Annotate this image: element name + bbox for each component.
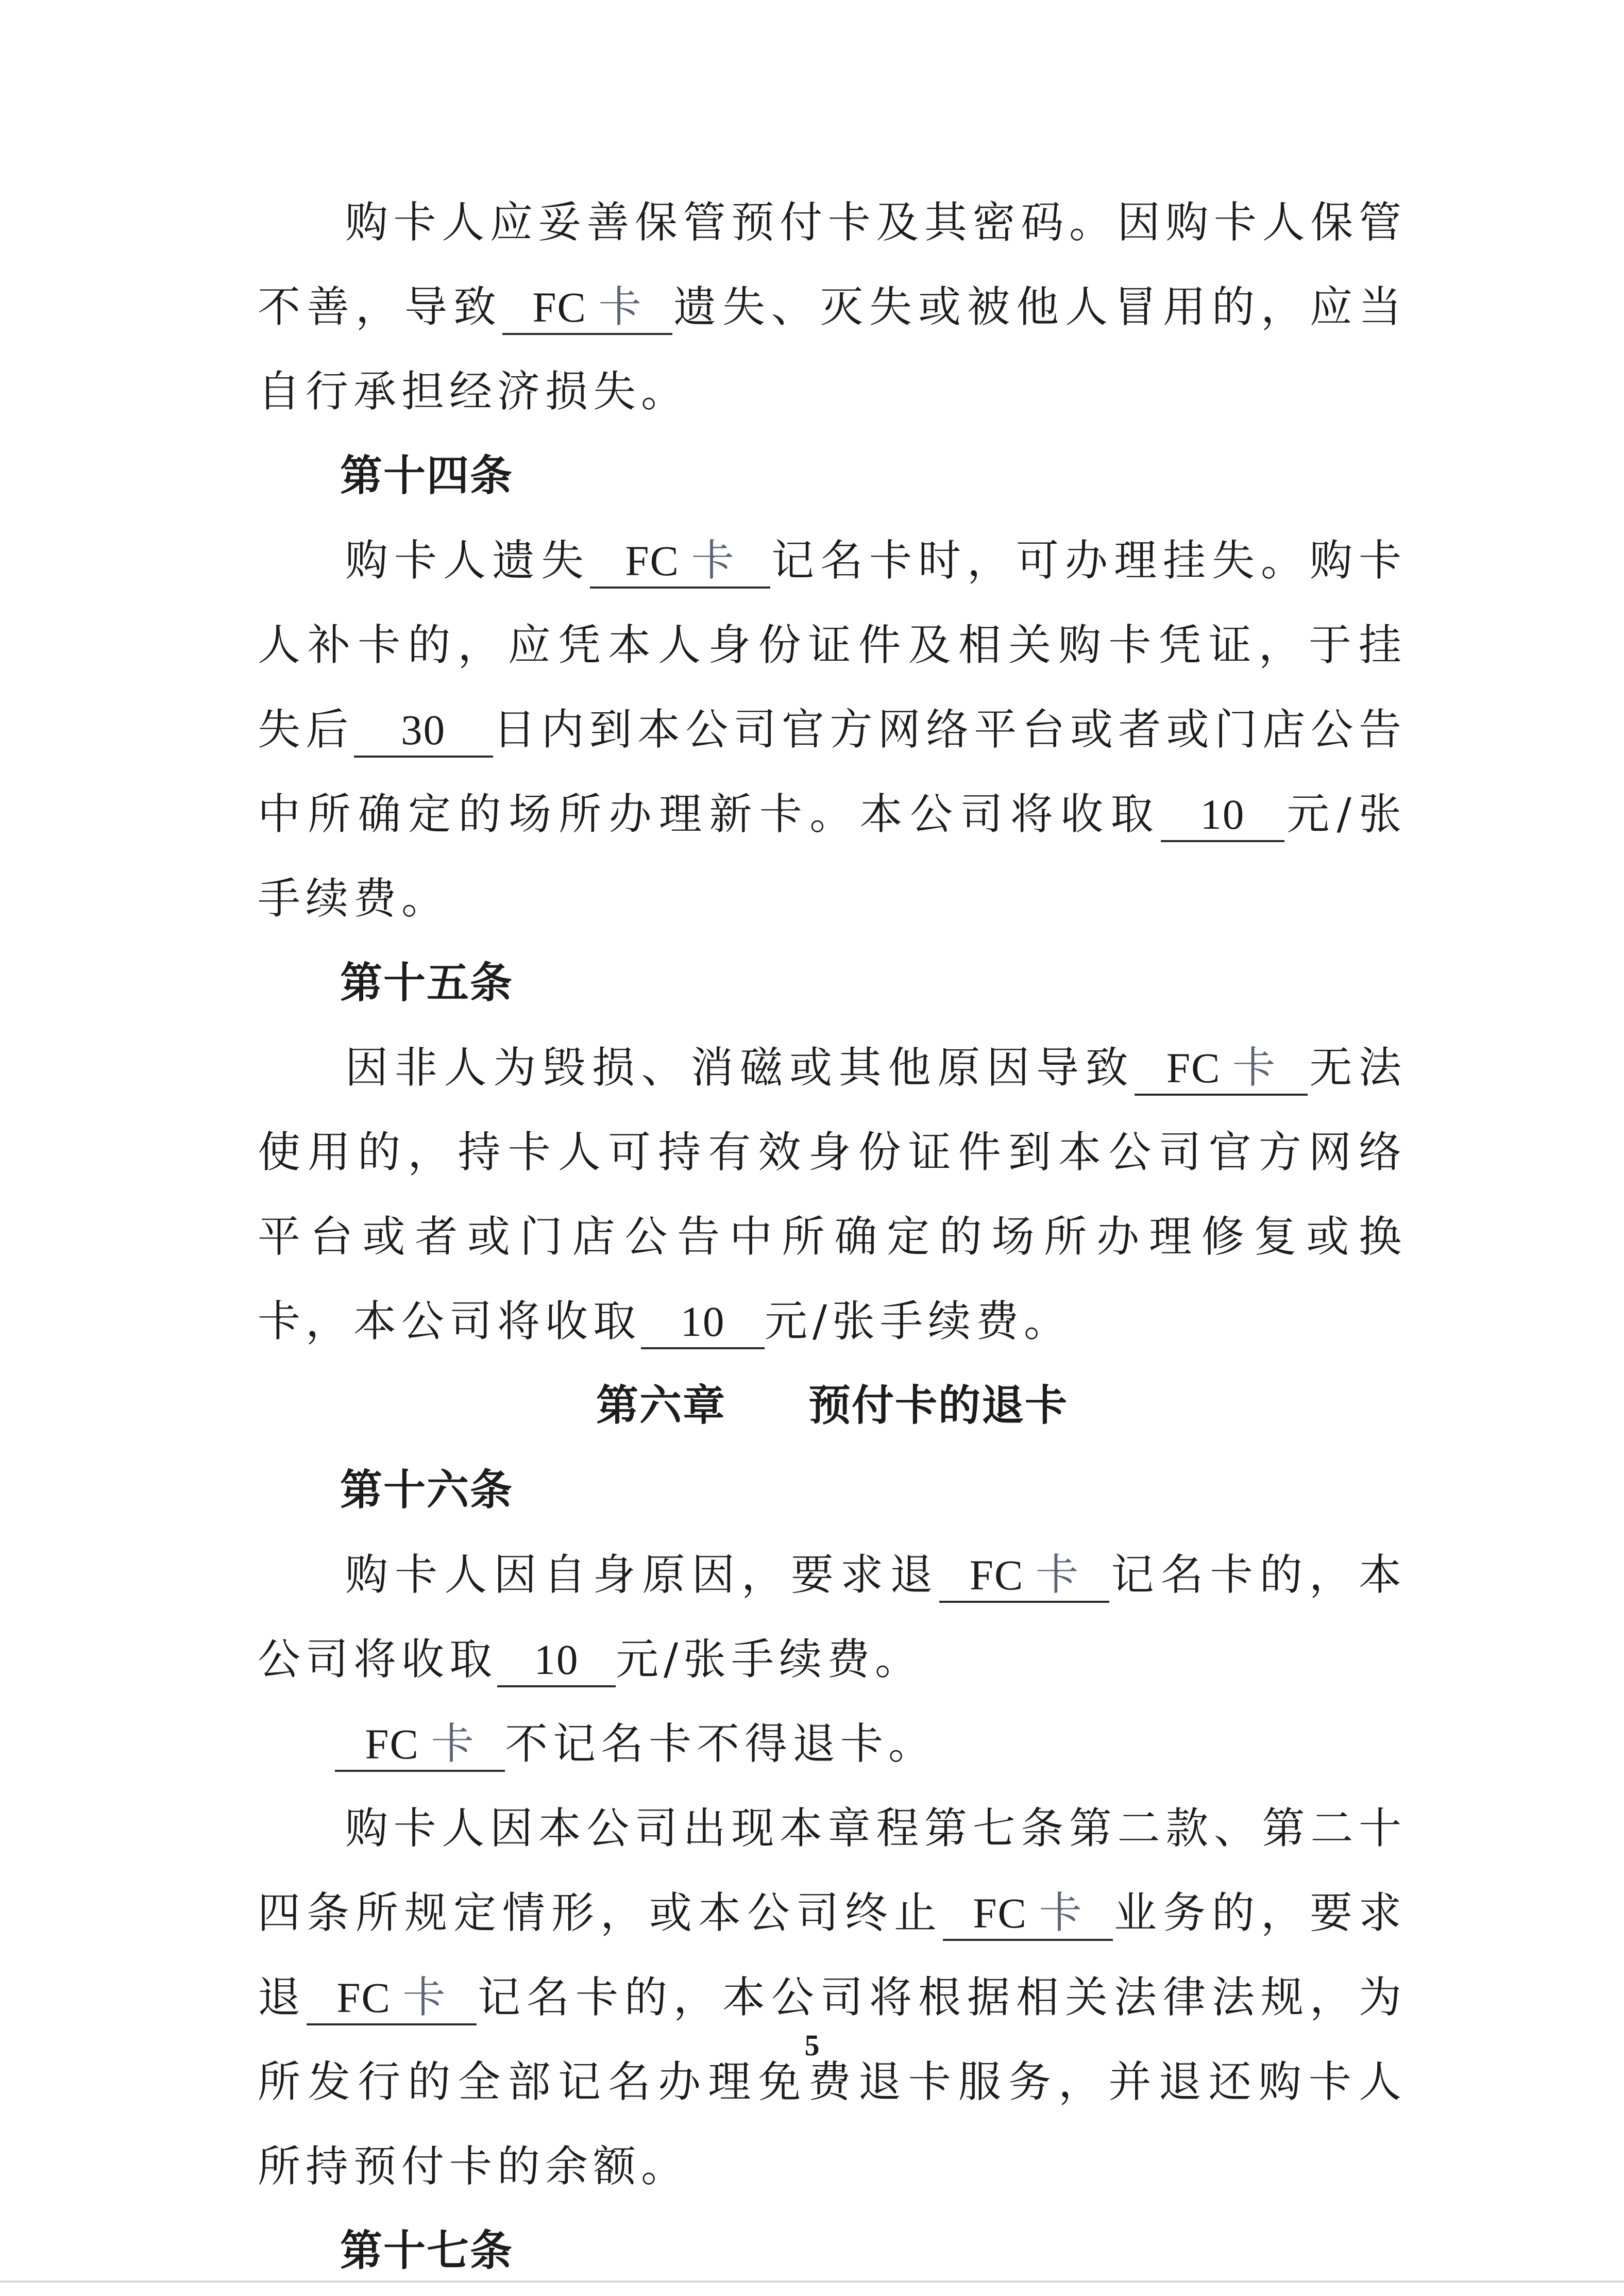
fill-blank-card xyxy=(1135,1042,1308,1096)
paragraph-article-16-termination xyxy=(258,1786,1407,2209)
text-segment: 元/张手续费。 xyxy=(765,1296,1072,1346)
chapter-6-heading xyxy=(258,1364,1407,1448)
paragraph-article-15 xyxy=(258,1026,1407,1364)
card-name: FC xyxy=(1166,1044,1221,1092)
card-name: FC xyxy=(365,1720,419,1768)
paragraph-card-safekeeping xyxy=(258,180,1407,434)
fill-blank-card xyxy=(335,1718,505,1772)
card-name: FC xyxy=(969,1551,1024,1599)
handwritten-card: 卡 xyxy=(431,1720,475,1768)
fill-blank-card xyxy=(502,281,672,335)
text-segment: 不记名卡不得退卡。 xyxy=(505,1719,936,1769)
handwritten-card: 卡 xyxy=(691,537,735,584)
article-16-heading: 第十六条 xyxy=(340,1466,514,1515)
card-name: FC xyxy=(973,1889,1027,1937)
text-segment: 购卡人应妥善保管预付卡及其密码。因购卡人保管不善，导致 xyxy=(258,197,1407,332)
fill-blank-card xyxy=(943,1887,1113,1941)
fill-blank-card xyxy=(939,1549,1109,1603)
card-name: FC xyxy=(532,283,587,331)
card-name: FC xyxy=(625,537,680,584)
article-15-heading: 第十五条 xyxy=(340,959,514,1008)
text-segment: 购卡人因本公司出现本章程第七条第二款、第二十四条所规定情形，或本公司终止 xyxy=(258,1803,1407,1938)
text-segment: 记名卡的，本公司将收取 xyxy=(258,1550,1407,1684)
text-segment: 记名卡的，本公司将根据相关法律法规，为所发行的全部记名办理免费退卡服务，并退还购卡人所持预付卡的余额。 xyxy=(258,1972,1407,2191)
chapter-number: 第六章 xyxy=(596,1381,726,1430)
paragraph-article-16-anonymous xyxy=(258,1702,1407,1786)
fill-blank-days: 30 xyxy=(354,704,493,758)
paragraph-article-14 xyxy=(258,518,1407,941)
article-14-heading: 第十四条 xyxy=(340,451,514,500)
fill-blank-card xyxy=(590,535,770,589)
fill-blank-fee: 10 xyxy=(497,1634,616,1687)
text-segment: 元/张手续费。 xyxy=(616,1634,923,1684)
paragraph-article-16-refund-fee xyxy=(258,1533,1407,1702)
text-segment: 业务的，要求退 xyxy=(258,1888,1407,2022)
text-segment: 日内到本公司官方网络平台或者或门店公告中所确定的场所办理新卡。本公司将收取 xyxy=(258,705,1407,839)
handwritten-card: 卡 xyxy=(1035,1551,1079,1599)
scan-edge-line xyxy=(0,2281,1624,2283)
article-17-heading: 第十七条 xyxy=(340,2226,514,2275)
handwritten-card: 卡 xyxy=(598,283,642,331)
handwritten-card: 卡 xyxy=(402,1974,447,2021)
handwritten-card: 卡 xyxy=(1232,1044,1277,1092)
text-segment: 记名卡时，可办理挂失。购卡人补卡的，应凭本人身份证件及相关购卡凭证，于挂失后 xyxy=(258,535,1407,755)
body-text xyxy=(258,180,1407,2293)
text-segment: 遗失、灭失或被他人冒用的，应当自行承担经济损失。 xyxy=(258,282,1407,416)
text-segment: 无法使用的，持卡人可持有效身份证件到本公司官方网络平台或者或门店公告中所确定的场所办理修复或换卡，本公司将收取 xyxy=(258,1043,1407,1346)
card-name: FC xyxy=(336,1974,391,2021)
text-segment: 购卡人因自身原因，要求退 xyxy=(345,1550,940,1600)
page-number: 5 xyxy=(804,2029,820,2062)
fill-blank-card xyxy=(307,1972,477,2025)
text-segment: 购卡人遗失 xyxy=(345,535,590,585)
handwritten-card: 卡 xyxy=(1039,1889,1083,1937)
fill-blank-fee: 10 xyxy=(1161,789,1284,842)
text-segment: 元/张手续费。 xyxy=(258,789,1407,924)
fill-blank-fee: 10 xyxy=(641,1296,765,1349)
text-segment: 因非人为毁损、消磁或其他原因导致 xyxy=(345,1043,1135,1093)
chapter-title: 预付卡的退卡 xyxy=(808,1381,1069,1430)
